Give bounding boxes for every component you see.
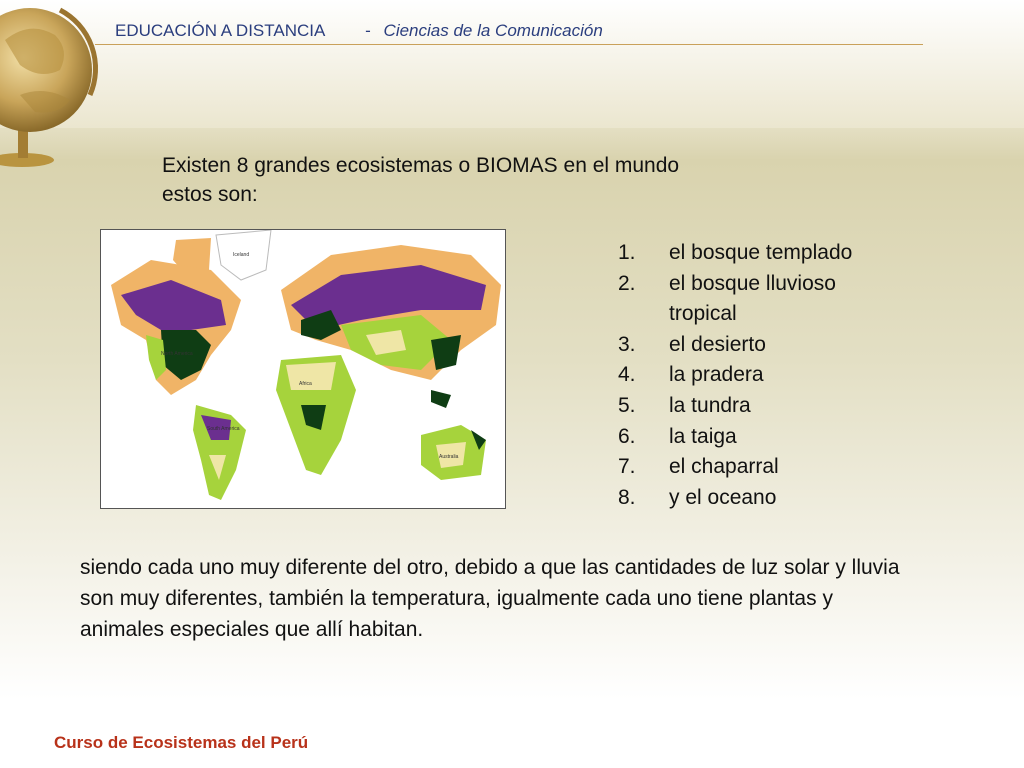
biome-list <box>618 238 909 513</box>
header-divider <box>95 44 923 45</box>
list-item: 4. la pradera <box>618 363 764 387</box>
list-item: 2. el bosque lluvioso tropical <box>618 271 836 326</box>
list-item: 1. el bosque templado <box>618 241 853 264</box>
map-label-africa: Africa <box>299 381 312 387</box>
footer-course-title: Curso de Ecosistemas del Perú <box>54 733 309 752</box>
intro-text: Existen 8 grandes ecosistemas o BIOMAS en el mundo estos son: <box>162 154 680 206</box>
program-name: EDUCACIÓN A DISTANCIA <box>115 21 325 40</box>
map-label-south-america: South America <box>207 426 240 432</box>
list-item: 6. la taiga <box>618 424 737 448</box>
list-item: 3. el desierto <box>618 332 766 356</box>
map-label-north-america: North America <box>161 351 193 357</box>
header-title <box>115 21 603 41</box>
globe-icon <box>0 0 110 170</box>
header-separator: - <box>365 21 371 40</box>
header-band <box>0 0 1024 128</box>
conclusion-text: siendo cada uno muy diferente del otro, debido a que las cantidades de luz solar y lluvia son muy diferentes, también la temperatura, igualmente cada uno tiene plantas y animales especiales que allí habitan. <box>80 556 900 641</box>
map-label-iceland: Iceland <box>233 252 250 258</box>
list-item: 7. el chaparral <box>618 455 779 479</box>
map-label-australia: Australia <box>439 454 459 460</box>
header-subtitle: Ciencias de la Comunicación <box>383 21 603 40</box>
list-item: 8. y el oceano <box>618 485 777 509</box>
biome-world-map <box>100 229 506 509</box>
list-item: 5. la tundra <box>618 393 751 417</box>
